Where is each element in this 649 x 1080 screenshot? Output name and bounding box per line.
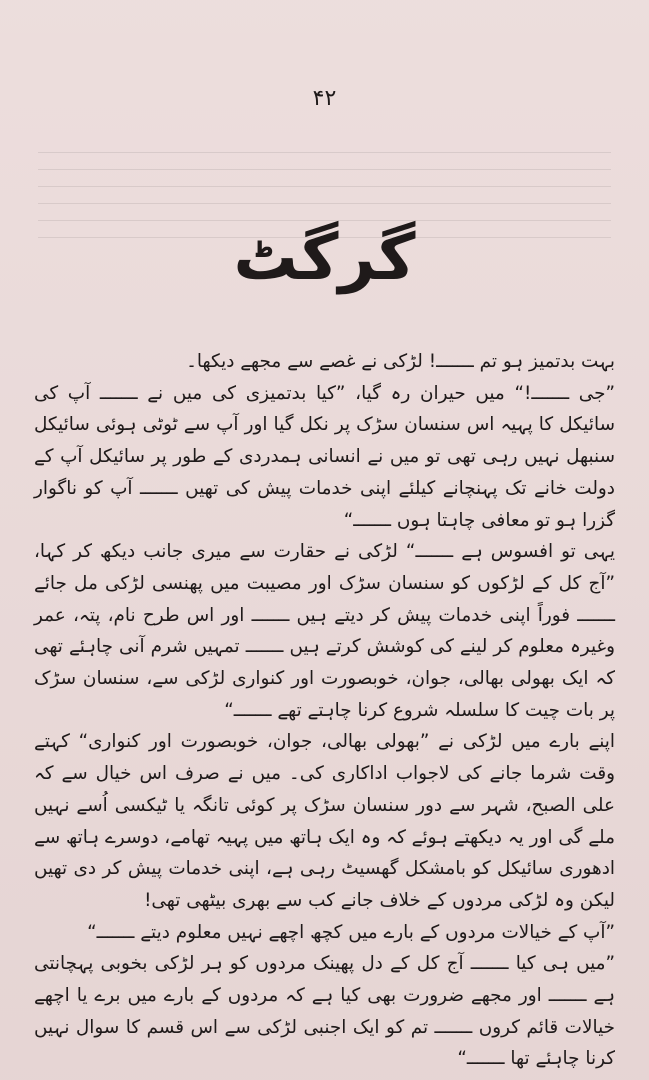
paragraph-3: یہی تو افسوس ہے ـــــــ“ لڑکی نے حقارت سے میری جانب دیکھ کر کہا، ”آج کل کے لڑکوں کو سنسان سڑک اور مصیبت میں پھنسی لڑکی مل جائے ـــــــ فوراً اپنی خدمات پیش کر دیتے ہیں ـــــــ اور اس طرح نام، پتہ، عمر وغیرہ معلوم کر لینے کی کوشش کرتے ہیں ـــــــ تمہیں شرم آنی چاہئے تھی کہ ایک بھولی بھالی، جوان، خوبصورت اور کنواری لڑکی سے، سنسان سڑک پر بات چیت کا سلسلہ شروع کرنا چاہتے تھے ـــــــ“ — [34, 541, 615, 721]
paragraph-6: ”میں ہی کیا ـــــــ آج کل کے دل پھینک مردوں کو ہر لڑکی بخوبی پہچانتی ہے ـــــــ اور مجھے ضرورت بھی کیا ہے کہ مردوں کے بارے میں برے یا اچھے خیالات قائم کروں ـــــــ تم کو ایک اجنبی لڑکی سے اس قسم کا سوال نہیں کرنا چاہئے تھا ـــــــ“ — [34, 953, 615, 1070]
page-number: ۴۲ — [312, 86, 337, 111]
paragraph-4: اپنے بارے میں لڑکی نے ”بھولی بھالی، جوان، خوبصورت اور کنواری“ کہتے وقت شرما جانے کی لاجواب اداکاری کی۔ میں نے صرف اس خیال سے کہ علی الصبح، شہر سے دور سنسان سڑک پر کوئی تانگہ یا ٹیکسی اُسے نہیں ملے گی اور یہ دیکھتے ہوئے کہ وہ ایک ہاتھ میں پہیہ تھامے، دوسرے ہاتھ سے ادھوری سائیکل کو بامشکل گھسیٹ رہی ہے، اپنی خدمات پیش کر دی تھیں لیکن وہ لڑکی مردوں کے خلاف جانے کب سے بھری بیٹھی تھی! — [34, 731, 615, 911]
paragraph-2: ”جی ـــــــ!“ میں حیران رہ گیا، ”کیا بدتمیزی کی میں نے ـــــــ آپ کی سائیکل کا پہیہ اس سنسان سڑک پر نکل گیا اور آپ سے ٹوٹی ہوئی سائیکل سنبھل نہیں رہی تھی تو میں نے انسانی ہمدردی کے طور پر سائیکل آپ کے دولت خانے تک پہنچانے کیلئے اپنی خدمات پیش کی تھیں ـــــــ آپ کو ناگوار گزرا ہو تو معافی چاہتا ہوں ـــــــ“ — [34, 382, 615, 531]
main-text — [34, 346, 615, 1075]
chapter-title: گرگٹ — [233, 221, 416, 295]
paragraph-1: بہت بدتمیز ہو تم ـــــــ! لڑکی نے غصے سے مجھے دیکھا۔ — [186, 351, 615, 372]
paragraph-5: ”آپ کے خیالات مردوں کے بارے میں کچھ اچھے نہیں معلوم دیتے ـــــــ“ — [87, 921, 615, 943]
